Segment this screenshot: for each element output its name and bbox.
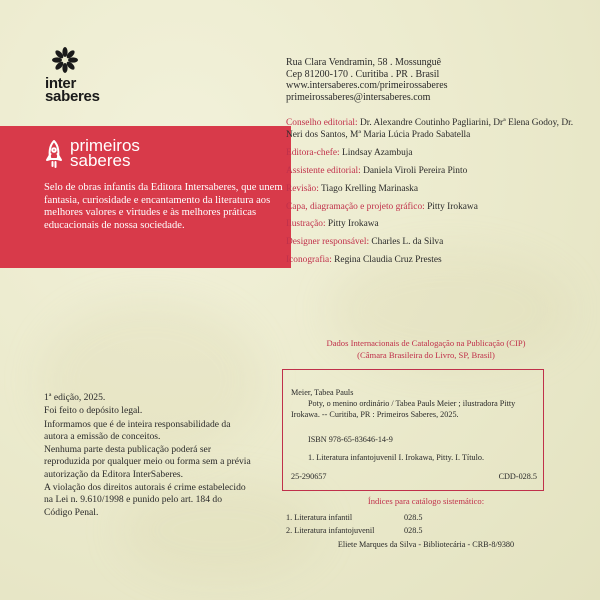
address-city: Cep 81200-170 . Curitiba . PR . Brasil bbox=[286, 68, 440, 80]
imprint-name-1: primeiros bbox=[70, 136, 140, 155]
index-code: 028.5 bbox=[404, 526, 423, 535]
credit-row bbox=[286, 183, 586, 195]
librarian-credit: Eliete Marques da Silva - Bibliotecária - CRB-8/9380 bbox=[337, 540, 515, 549]
credit-value: Regina Claudia Cruz Prestes bbox=[331, 254, 442, 265]
credit-label: Assistente editorial: bbox=[286, 166, 361, 176]
logo-word-2: saberes bbox=[45, 88, 100, 105]
credit-row bbox=[286, 147, 586, 159]
copyright-line: A violação dos direitos autorais é crime estabelecido na Lei n. 9.610/1998 e punido pelo art. 184 do Código Penal. bbox=[44, 482, 246, 518]
index-code: 028.5 bbox=[404, 513, 423, 522]
legal-deposit-line: Foi feito o depósito legal. bbox=[44, 405, 143, 417]
credit-label: Revisão: bbox=[286, 183, 319, 194]
primeiros-saberes-logo bbox=[44, 138, 140, 169]
cip-card bbox=[282, 369, 544, 491]
credit-label: Iconografia: bbox=[286, 254, 332, 265]
responsibility-line: Informamos que é de inteira responsabilidade da autora a emissão de conceitos. bbox=[44, 418, 231, 442]
address-email: primeirossaberes@intersaberes.com bbox=[286, 92, 431, 104]
credit-row bbox=[286, 117, 586, 142]
index-item bbox=[286, 511, 422, 524]
credit-label: Ilustração: bbox=[286, 219, 326, 230]
imprint-name-2: saberes bbox=[70, 151, 131, 170]
index-name: 2. Literatura infantojuvenil bbox=[286, 526, 375, 535]
credit-value: Tiago Krelling Marinaska bbox=[318, 183, 419, 194]
cip-title: Dados Internacionais de Catalogação na Publicação (CIP) bbox=[326, 338, 526, 348]
credit-label: Capa, diagramação e projeto gráfico: bbox=[286, 201, 425, 212]
address-street: Rua Clara Vendramin, 58 . Mossunguê bbox=[286, 57, 442, 68]
reproduction-line: Nenhuma parte desta publicação poderá ser reproduzida por qualquer meio ou forma sem a prévia autorização da Editora InterSaberes. bbox=[44, 444, 251, 480]
credit-value: Pitty Irokawa bbox=[424, 201, 478, 212]
edition-line: 1ª edição, 2025. bbox=[44, 392, 106, 403]
rocket-icon bbox=[44, 139, 64, 169]
indices-list bbox=[286, 511, 422, 537]
cip-subjects: 1. Literatura infantojuvenil I. Irokawa, Pitty. I. Título. bbox=[308, 453, 484, 462]
credit-label: Designer responsável: bbox=[286, 237, 370, 248]
indices-title: Índices para catálogo sistemático: bbox=[367, 496, 485, 506]
credit-row bbox=[286, 165, 586, 177]
credit-value: Pitty Irokawa bbox=[325, 219, 379, 230]
cip-author: Meier, Tabea Pauls bbox=[291, 388, 354, 397]
editorial-credits bbox=[286, 117, 586, 272]
credit-value: Dr. Alexandre Coutinho Pagliarini, Drª Elena Godoy, Dr. Neri dos Santos, Mª Maria Lúcia Prado Sabatella bbox=[286, 118, 574, 141]
cip-record-id: 25-290657 bbox=[291, 472, 327, 481]
credit-label: Editora-chefe: bbox=[286, 148, 340, 159]
cip-entry: Poty, o menino ordinário / Tabea Pauls Meier ; ilustradora Pitty Irokawa. -- Curitiba, PR : Primeiros Saberes, 2025. bbox=[291, 399, 516, 419]
cip-subtitle: (Câmara Brasileira do Livro, SP, Brasil) bbox=[357, 349, 495, 360]
credit-row bbox=[286, 201, 586, 213]
credit-label: Conselho editorial: bbox=[286, 118, 358, 128]
logo-word-1: inter bbox=[45, 75, 77, 92]
cip-cdd: CDD-028.5 bbox=[498, 472, 537, 481]
credit-row bbox=[286, 236, 586, 248]
imprint-band bbox=[0, 126, 291, 268]
cip-isbn: ISBN 978-65-83646-14-9 bbox=[308, 435, 393, 444]
credit-row bbox=[286, 254, 586, 266]
index-name: 1. Literatura infantil bbox=[286, 513, 353, 522]
cip-heading bbox=[286, 338, 566, 362]
credit-value: Daniela Viroli Pereira Pinto bbox=[360, 166, 468, 176]
imprint-description: Selo de obras infantis da Editora Intersaberes, que unem fantasia, curiosidade e encantamento da literatura aos melhores valores e virtudes e às melhores práticas educacionais de nossa sociedade. bbox=[44, 182, 283, 231]
address-website: www.intersaberes.com/primeirossaberes bbox=[286, 80, 448, 92]
credit-row bbox=[286, 218, 586, 230]
intersaberes-logo bbox=[45, 46, 115, 103]
index-item bbox=[286, 524, 422, 537]
credit-value: Charles L. da Silva bbox=[369, 237, 444, 248]
flower-icon bbox=[51, 46, 79, 74]
publisher-address bbox=[286, 57, 448, 104]
credit-value: Lindsay Azambuja bbox=[339, 148, 413, 159]
legal-notice bbox=[44, 392, 252, 520]
